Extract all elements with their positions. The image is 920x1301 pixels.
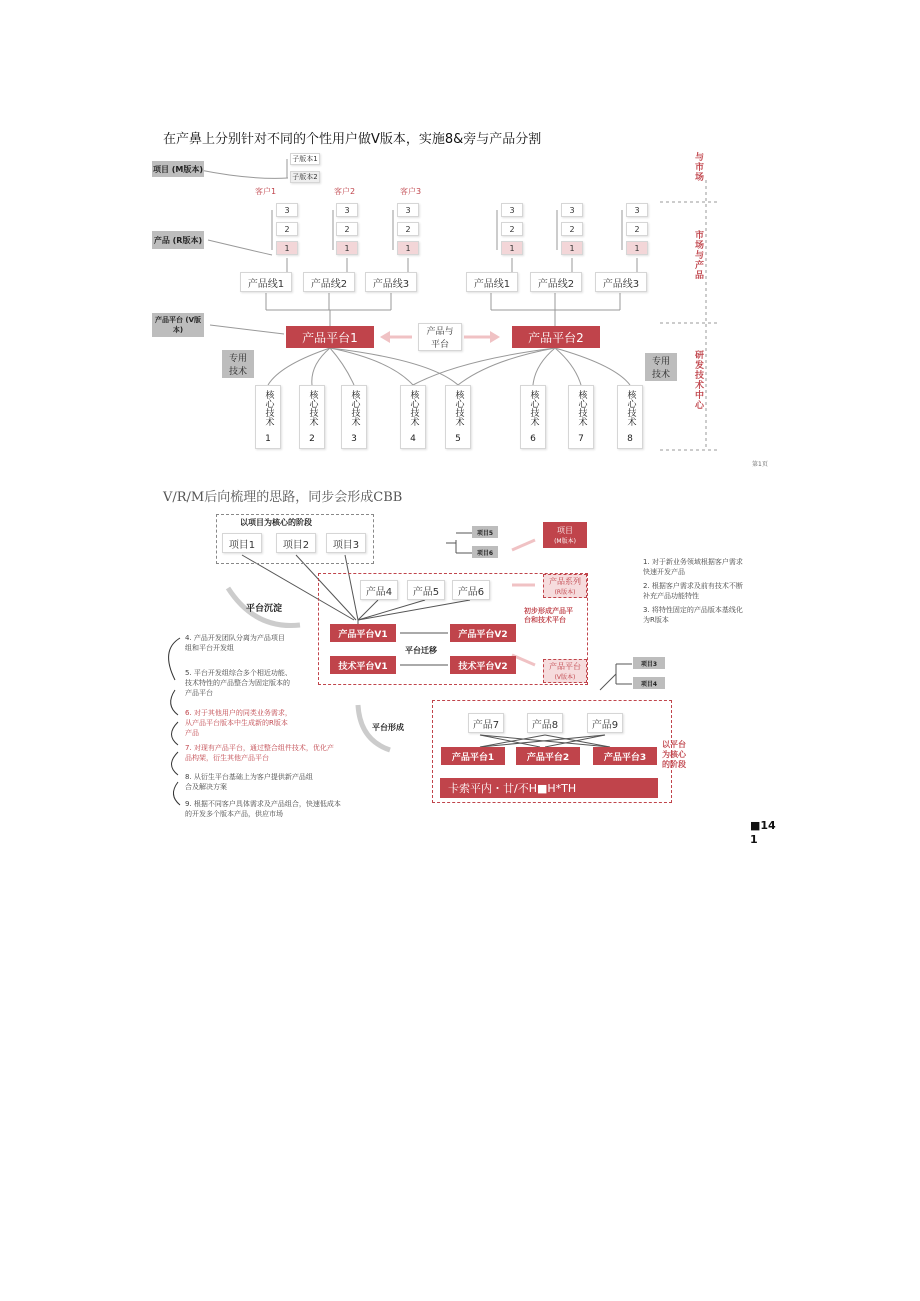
- product-platform-v1: 产品平台V1: [330, 624, 396, 642]
- tech-platform-v2: 技术平台V2: [450, 656, 516, 674]
- right-note-3: 3. 将特性固定的产品版本基线化为R版本: [643, 606, 743, 624]
- label-market-product: 市场与产品: [693, 230, 703, 280]
- stack-c5-v3: 3: [561, 203, 583, 217]
- right-note-2: 2. 根据客户需求及前有技术不断补充产品功能特性: [643, 582, 743, 600]
- core-tech-6: 核心技术 6: [520, 385, 546, 449]
- product-platform-b3: 产品平台3: [593, 747, 657, 765]
- tech-platform-v1: 技术平台V1: [330, 656, 396, 674]
- bottom-bar: 卡索平内・廿/不H■H*TH: [440, 778, 658, 798]
- diagram2-title: V/R/M后向梳理的思路，同步会形成CBB: [163, 490, 403, 505]
- project-stage-title: 以项目为核心的阶段: [240, 518, 312, 527]
- stack-c1-v1: 1: [276, 241, 298, 255]
- product-platform-1: 产品平台1: [286, 326, 374, 348]
- stack-c2-v1: 1: [336, 241, 358, 255]
- product-line-3b: 产品线3: [595, 272, 647, 292]
- stack-c6-v1: 1: [626, 241, 648, 255]
- product-6: 产品6: [452, 580, 490, 600]
- product-5: 产品5: [407, 580, 445, 600]
- diagram1-footnote: 第1页: [752, 461, 768, 468]
- sub-version-2: 子版本2: [290, 171, 320, 183]
- initial-platform-label: 初步形成产品平台和技术平台: [524, 607, 573, 624]
- product-platform-b2: 产品平台2: [516, 747, 580, 765]
- left-note-7: 7. 对现有产品平台，通过整合组件技术，优化产品构架，衍生其他产品平台: [185, 744, 334, 762]
- product-4: 产品4: [360, 580, 398, 600]
- core-tech-3: 核心技术 3: [341, 385, 367, 449]
- platform-migrate-label: 平台迁移: [405, 646, 437, 655]
- project-4-right: 项目4: [633, 677, 665, 689]
- product-line-1a: 产品线1: [240, 272, 292, 292]
- left-note-8: 8. 从衍生平台基础上为客户提供新产品组合及解决方案: [185, 773, 313, 791]
- product-8: 产品8: [527, 713, 563, 733]
- item-m-version: 项目 (M版本): [543, 522, 587, 548]
- product-7: 产品7: [468, 713, 504, 733]
- stack-c3-v3: 3: [397, 203, 419, 217]
- special-tech-left: 专用技术: [222, 350, 254, 378]
- label-rd-center: 研发技术中心: [693, 350, 703, 410]
- product-line-3a: 产品线3: [365, 272, 417, 292]
- platform-form-label: 平台形成: [372, 723, 404, 732]
- left-note-4: 4. 产品开发团队分离为产品项目组和平台开发组: [185, 634, 285, 652]
- stack-c2-v3: 3: [336, 203, 358, 217]
- sub-version-1: 子版本1: [290, 153, 320, 165]
- platform-core-stage-label: 以平台为核心的阶段: [662, 740, 686, 769]
- core-tech-5: 核心技术 5: [445, 385, 471, 449]
- platform-sink-label: 平台沉淀: [246, 604, 283, 614]
- product-series-r: 产品系列 (R版本): [543, 574, 587, 598]
- product-platform-v2: 产品平台V2: [450, 624, 516, 642]
- stack-c6-v2: 2: [626, 222, 648, 236]
- project-5: 项目5: [472, 526, 498, 538]
- stack-c3-v1: 1: [397, 241, 419, 255]
- stack-c1-v2: 2: [276, 222, 298, 236]
- label-market: 与市场: [693, 152, 703, 182]
- page-number: ■14 1: [750, 819, 776, 846]
- stack-c5-v2: 2: [561, 222, 583, 236]
- core-tech-2: 核心技术 2: [299, 385, 325, 449]
- product-line-1b: 产品线1: [466, 272, 518, 292]
- stack-c3-v2: 2: [397, 222, 419, 236]
- product-platform-b1: 产品平台1: [441, 747, 505, 765]
- stack-c6-v3: 3: [626, 203, 648, 217]
- product-platform-2: 产品平台2: [512, 326, 600, 348]
- stack-c1-v3: 3: [276, 203, 298, 217]
- platform-v-version-label: 产品平台 (V版本): [152, 313, 204, 337]
- diagram1-title: 在产鼻上分别针对不同的个性用户做V版本，实施8&旁与产品分割: [163, 132, 542, 147]
- project-6: 项目6: [472, 546, 498, 558]
- project-3-right: 项目3: [633, 657, 665, 669]
- product-line-2a: 产品线2: [303, 272, 355, 292]
- item-m-version-label: 项目 (M版本): [152, 161, 204, 177]
- product-9: 产品9: [587, 713, 623, 733]
- left-note-5: 5. 平台开发组综合多个相近功能、技术特性的产品整合为固定版本的产品平台: [185, 669, 292, 697]
- project-1: 项目1: [222, 533, 262, 553]
- stack-c4-v3: 3: [501, 203, 523, 217]
- product-and-platform: 产品与平台: [418, 323, 462, 351]
- core-tech-1: 核心技术 1: [255, 385, 281, 449]
- core-tech-4: 核心技术 4: [400, 385, 426, 449]
- project-2: 项目2: [276, 533, 316, 553]
- left-note-6: 6. 对于其他用户的同类业务需求，从产品平台版本中生成新的R版本产品: [185, 709, 292, 737]
- project-3: 项目3: [326, 533, 366, 553]
- customer-2: 客户2: [334, 187, 356, 196]
- stack-c4-v1: 1: [501, 241, 523, 255]
- stack-c4-v2: 2: [501, 222, 523, 236]
- right-note-1: 1. 对于新业务领域根据客户需求快速开发产品: [643, 558, 743, 576]
- customer-1: 客户1: [255, 187, 277, 196]
- product-r-version-label: 产品 (R版本): [152, 231, 204, 249]
- customer-3: 客户3: [400, 187, 422, 196]
- left-note-9: 9. 根据不同客户具体需求及产品组合，快速低成本的开发多个版本产品，供应市场: [185, 800, 341, 818]
- stack-c5-v1: 1: [561, 241, 583, 255]
- product-platform-v-version: 产品平台 (V版本): [543, 659, 587, 683]
- stack-c2-v2: 2: [336, 222, 358, 236]
- special-tech-right: 专用技术: [645, 353, 677, 381]
- core-tech-7: 核心技术 7: [568, 385, 594, 449]
- core-tech-8: 核心技术 8: [617, 385, 643, 449]
- product-line-2b: 产品线2: [530, 272, 582, 292]
